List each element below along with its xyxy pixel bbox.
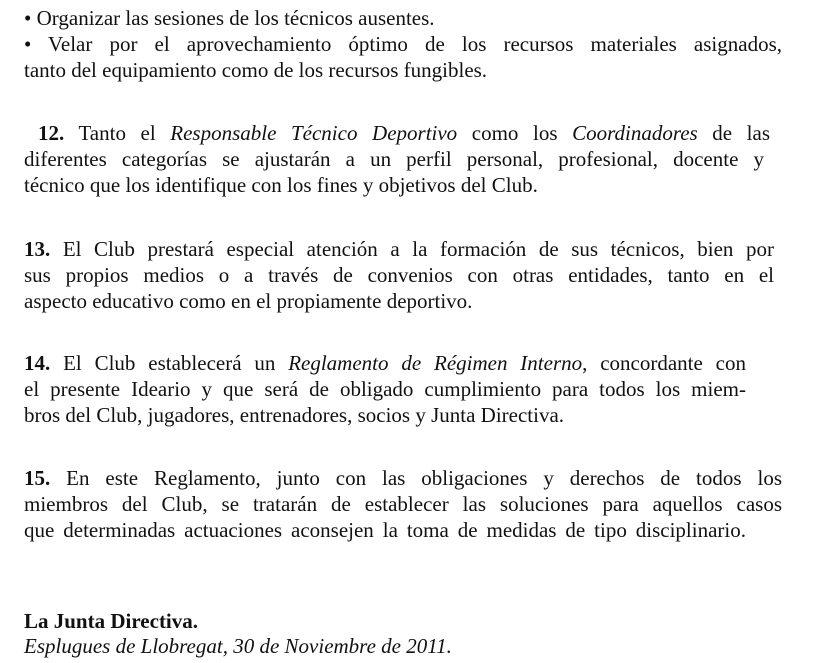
item-13-text: El Club prestará especial atención a la formación de sus técnicos, bien por bbox=[50, 237, 774, 261]
item-12-line-2: diferentes categorías se ajustarán a un perfil personal, profesional, docente y bbox=[24, 147, 764, 171]
signature-name: La Junta Directiva. bbox=[24, 609, 199, 633]
item-12-responsable: Responsable Técnico Deportivo bbox=[170, 121, 458, 145]
item-12-number: 12. bbox=[38, 121, 65, 145]
item-14-line-3: bros del Club, jugadores, entrenadores, socios y Junta Directiva. bbox=[24, 403, 565, 427]
item-12-text: como los bbox=[457, 121, 573, 145]
signature-place-date: Esplugues de Llobregat, 30 de Noviembre de 2011. bbox=[24, 634, 452, 658]
item-12-line-1 bbox=[38, 120, 770, 146]
item-13-line-3: aspecto educativo como en el propiamente deportivo. bbox=[24, 289, 473, 313]
item-14-text: El Club establecerá un bbox=[50, 351, 289, 375]
item-13-line-2: sus propios medios o a través de convenios con otras entidades, tanto en el bbox=[24, 263, 774, 287]
item-14-line-1 bbox=[24, 350, 746, 376]
bullet-velar-line-2: tanto del equipamiento como de los recursos fungibles. bbox=[24, 58, 488, 82]
item-15-number: 15. bbox=[24, 466, 51, 490]
item-14-text: , concordante con bbox=[582, 351, 746, 375]
item-14-number: 14. bbox=[24, 351, 51, 375]
item-14-line-2: el presente Ideario y que será de obligado cumplimiento para todos los miem- bbox=[24, 377, 746, 401]
bullet-organizar: • Organizar las sesiones de los técnicos ausentes. bbox=[24, 6, 435, 30]
item-12-text: de las bbox=[697, 121, 770, 145]
item-15-text: En este Reglamento, junto con las obligaciones y derechos de todos los bbox=[50, 466, 782, 490]
item-15-line-2: miembros del Club, se tratarán de establecer las soluciones para aquellos casos bbox=[24, 492, 782, 516]
item-14-reglamento: Reglamento de Régimen Interno bbox=[288, 351, 583, 375]
item-15-line-1 bbox=[24, 465, 782, 491]
item-13-line-1 bbox=[24, 236, 774, 262]
item-13-number: 13. bbox=[24, 237, 51, 261]
item-12-line-3: técnico que los identifique con los fines y objetivos del Club. bbox=[24, 173, 538, 197]
item-15-line-3: que determinadas actuaciones aconsejen la toma de medidas de tipo disciplinario. bbox=[24, 518, 746, 542]
bullet-velar-line-1: • Velar por el aprovechamiento óptimo de los recursos materiales asignados, bbox=[24, 32, 782, 56]
item-12-coordinadores: Coordinadores bbox=[572, 121, 698, 145]
item-12-text: Tanto el bbox=[64, 121, 171, 145]
